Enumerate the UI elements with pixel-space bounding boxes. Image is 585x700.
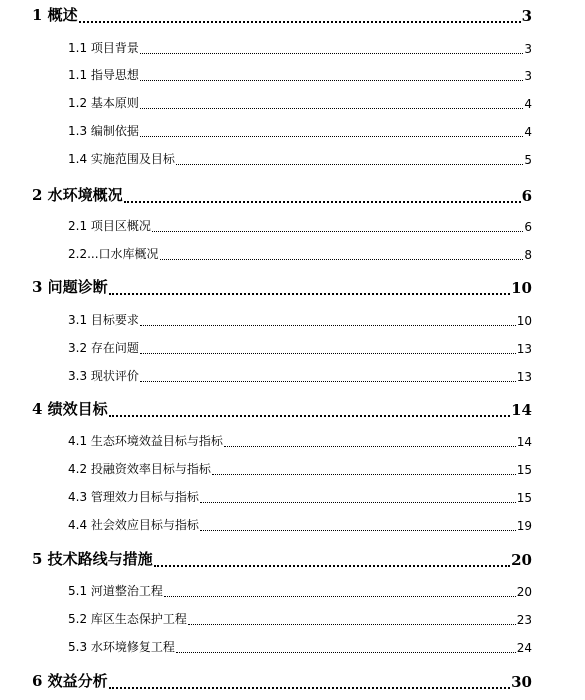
toc-entry-label: 5 技术路线与措施 [32, 550, 153, 568]
toc-entry-label: 3.1 目标要求 [68, 313, 139, 327]
toc-entry-label: 2.1 项目区概况 [68, 219, 151, 233]
toc-entry-page-number: 14 [516, 435, 532, 449]
toc-entry-page-number: 6 [521, 187, 532, 205]
toc-chapter-entry[interactable] [32, 549, 532, 569]
toc-entry-page-number: 4 [524, 125, 532, 139]
toc-dot-leader [140, 108, 523, 109]
toc-dot-leader [176, 164, 523, 165]
toc-entry-page-number: 6 [524, 220, 532, 234]
toc-section-entry[interactable] [68, 246, 532, 262]
toc-section-entry[interactable] [68, 433, 532, 449]
toc-entry-label: 3.2 存在问题 [68, 341, 139, 355]
toc-section-entry[interactable] [68, 340, 532, 356]
toc-dot-leader [140, 53, 523, 54]
toc-chapter-entry[interactable] [32, 5, 532, 25]
toc-section-entry[interactable] [68, 218, 532, 234]
toc-dot-leader [212, 474, 516, 475]
toc-entry-label: 1.2 基本原则 [68, 96, 139, 110]
toc-entry-page-number: 30 [511, 673, 532, 691]
toc-dot-leader [140, 325, 516, 326]
toc-entry-page-number: 15 [516, 491, 532, 505]
toc-dot-leader [79, 21, 521, 23]
toc-dot-leader [109, 415, 510, 417]
toc-section-entry[interactable] [68, 639, 532, 655]
toc-section-entry[interactable] [68, 312, 532, 328]
toc-entry-page-number: 3 [524, 69, 532, 83]
toc-section-entry[interactable] [68, 151, 532, 167]
toc-dot-leader [176, 652, 516, 653]
toc-entry-label: 4 绩效目标 [32, 400, 108, 418]
toc-entry-page-number: 19 [516, 519, 532, 533]
toc-entry-label: 5.3 水环境修复工程 [68, 640, 175, 654]
toc-dot-leader [154, 565, 510, 567]
toc-section-entry[interactable] [68, 67, 532, 83]
toc-dot-leader [188, 624, 516, 625]
toc-entry-page-number: 13 [516, 342, 532, 356]
toc-chapter-entry[interactable] [32, 671, 532, 691]
toc-section-entry[interactable] [68, 368, 532, 384]
toc-section-entry[interactable] [68, 611, 532, 627]
toc-section-entry[interactable] [68, 123, 532, 139]
toc-dot-leader [164, 596, 516, 597]
toc-entry-page-number: 3 [524, 42, 532, 56]
toc-dot-leader [224, 446, 516, 447]
toc-entry-label: 3.3 现状评价 [68, 369, 139, 383]
toc-dot-leader [124, 201, 521, 203]
toc-entry-label: 4.2 投融资效率目标与指标 [68, 462, 211, 476]
toc-entry-label: 1.1 指导思想 [68, 68, 139, 82]
toc-chapter-entry[interactable] [32, 277, 532, 297]
toc-dot-leader [140, 353, 516, 354]
toc-section-entry[interactable] [68, 489, 532, 505]
toc-section-entry[interactable] [68, 461, 532, 477]
toc-dot-leader [200, 530, 516, 531]
toc-entry-label: 1 概述 [32, 6, 78, 24]
toc-section-entry[interactable] [68, 95, 532, 111]
toc-entry-label: 6 效益分析 [32, 672, 108, 690]
toc-entry-page-number: 15 [516, 463, 532, 477]
toc-entry-label: 1.4 实施范围及目标 [68, 152, 175, 166]
toc-dot-leader [109, 293, 510, 295]
toc-entry-label: 2.2...口水库概况 [68, 247, 159, 261]
toc-entry-label: 4.1 生态环境效益目标与指标 [68, 434, 223, 448]
toc-entry-page-number: 20 [516, 585, 532, 599]
toc-chapter-entry[interactable] [32, 185, 532, 205]
toc-entry-page-number: 4 [524, 97, 532, 111]
toc-entry-page-number: 3 [521, 7, 532, 25]
toc-section-entry[interactable] [68, 583, 532, 599]
toc-entry-label: 2 水环境概况 [32, 186, 123, 204]
toc-entry-page-number: 23 [516, 613, 532, 627]
toc-entry-page-number: 10 [511, 279, 532, 297]
toc-entry-page-number: 24 [516, 641, 532, 655]
toc-section-entry[interactable] [68, 40, 532, 56]
toc-entry-label: 3 问题诊断 [32, 278, 108, 296]
toc-entry-label: 1.3 编制依据 [68, 124, 139, 138]
toc-entry-label: 1.1 项目背景 [68, 41, 139, 55]
toc-entry-page-number: 8 [524, 248, 532, 262]
toc-entry-page-number: 5 [524, 153, 532, 167]
toc-dot-leader [109, 687, 510, 689]
toc-entry-label: 5.2 库区生态保护工程 [68, 612, 187, 626]
toc-chapter-entry[interactable] [32, 399, 532, 419]
toc-dot-leader [140, 136, 523, 137]
toc-entry-page-number: 14 [511, 401, 532, 419]
toc-entry-page-number: 13 [516, 370, 532, 384]
toc-section-entry[interactable] [68, 517, 532, 533]
toc-entry-label: 5.1 河道整治工程 [68, 584, 163, 598]
toc-entry-page-number: 10 [516, 314, 532, 328]
toc-dot-leader [140, 80, 523, 81]
toc-dot-leader [140, 381, 516, 382]
toc-entry-page-number: 20 [511, 551, 532, 569]
toc-entry-label: 4.3 管理效力目标与指标 [68, 490, 199, 504]
toc-entry-label: 4.4 社会效应目标与指标 [68, 518, 199, 532]
toc-dot-leader [160, 259, 524, 260]
toc-dot-leader [200, 502, 516, 503]
toc-dot-leader [152, 231, 523, 232]
